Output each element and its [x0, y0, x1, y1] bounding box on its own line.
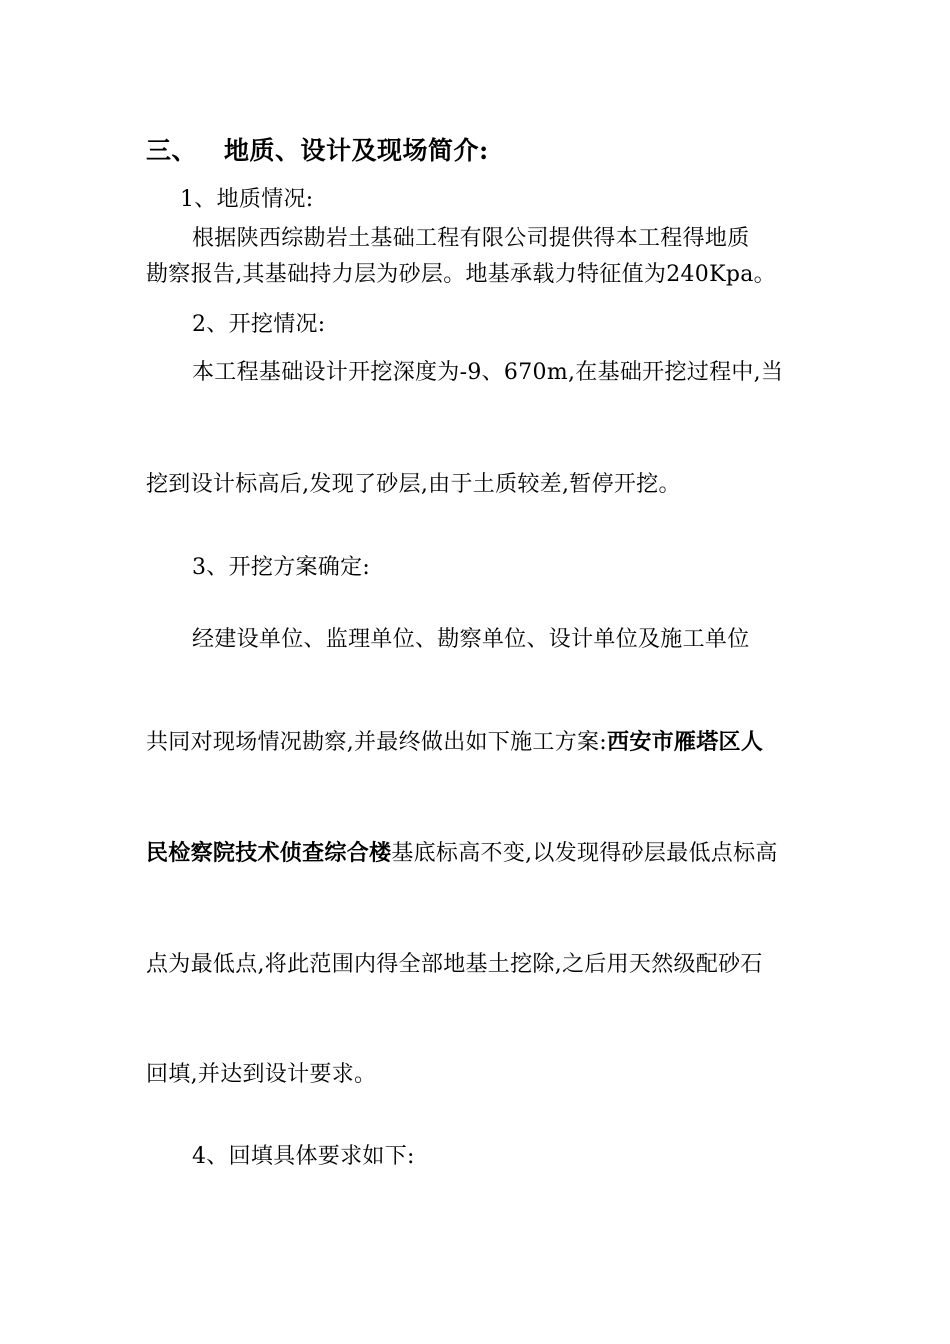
- plan-paragraph-line-3: [146, 838, 778, 869]
- section-number: 三、: [146, 136, 198, 165]
- plan-paragraph-line-4: 点为最低点,将此范围内得全部地基土挖除,之后用天然级配砂石: [146, 952, 763, 977]
- plan-paragraph-line-2: [146, 727, 763, 758]
- excavation-paragraph-line-1: 本工程基础设计开挖深度为-9、670m,在基础开挖过程中,当: [192, 360, 784, 385]
- project-name-part-1: 西安市雁塔区人: [607, 729, 764, 755]
- plan-paragraph-line-5: 回填,并达到设计要求。: [146, 1062, 377, 1087]
- plan-text: 基底标高不变,以发现得砂层最低点标高: [391, 841, 778, 866]
- geology-heading: 1、地质情况:: [180, 187, 314, 212]
- section-title: 地质、设计及现场简介:: [224, 136, 489, 165]
- plan-text: 共同对现场情况勘察,并最终做出如下施工方案:: [146, 730, 608, 755]
- project-name-part-2: 民检察院技术侦查综合楼: [146, 840, 392, 866]
- section-heading: [146, 134, 489, 168]
- excavation-heading: 2、开挖情况:: [192, 312, 326, 337]
- excavation-paragraph-line-2: 挖到设计标高后,发现了砂层,由于土质较差,暂停开挖。: [146, 472, 681, 497]
- plan-paragraph-line-1: 经建设单位、监理单位、勘察单位、设计单位及施工单位: [192, 627, 750, 652]
- geology-paragraph-line-1: 根据陕西综勘岩土基础工程有限公司提供得本工程得地质: [192, 226, 750, 251]
- backfill-heading: 4、回填具体要求如下:: [192, 1144, 415, 1169]
- geology-paragraph-line-2: 勘察报告,其基础持力层为砂层。地基承载力特征值为240Kpa。: [146, 262, 776, 287]
- plan-heading: 3、开挖方案确定:: [192, 555, 371, 580]
